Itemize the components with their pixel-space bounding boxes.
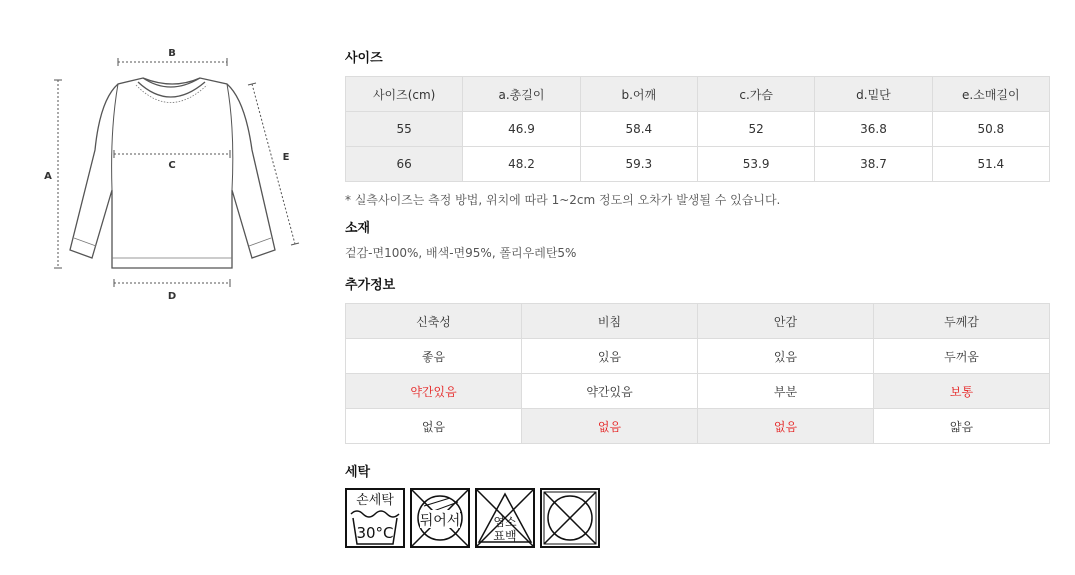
wash-icons	[345, 488, 1050, 548]
size-cell: 46.9	[463, 112, 580, 147]
svg-text:손세탁: 손세탁	[356, 493, 394, 508]
size-header-cell: b.어깨	[580, 77, 697, 112]
info-cell: 부분	[698, 374, 874, 409]
no-tumble-dry-icon	[410, 488, 470, 548]
size-header-cell: e.소매길이	[932, 77, 1049, 112]
material-section-title: 소재	[345, 221, 371, 236]
size-cell: 52	[697, 112, 814, 147]
info-table	[345, 303, 1050, 444]
info-cell: 좋음	[346, 339, 522, 374]
info-header-cell: 비침	[522, 304, 698, 339]
info-cell: 있음	[698, 339, 874, 374]
table-row	[346, 374, 1050, 409]
size-cell: 51.4	[932, 147, 1049, 182]
size-cell: 36.8	[815, 112, 932, 147]
size-cell: 58.4	[580, 112, 697, 147]
table-row	[346, 112, 1050, 147]
size-header-cell: a.총길이	[463, 77, 580, 112]
no-dry-clean-icon	[540, 488, 600, 548]
label-d: D	[167, 291, 177, 302]
label-c: C	[168, 160, 176, 171]
size-cell: 59.3	[580, 147, 697, 182]
svg-text:뒤어서: 뒤어서	[419, 513, 461, 529]
label-a: A	[44, 171, 52, 182]
size-table	[345, 76, 1050, 182]
info-cell-selected: 없음	[522, 409, 698, 444]
product-details	[345, 50, 1050, 548]
wash-section-title: 세탁	[345, 465, 371, 480]
info-cell-selected: 보통	[874, 374, 1050, 409]
svg-text:표백: 표백	[493, 529, 517, 543]
label-e: E	[282, 152, 290, 163]
info-cell: 얇음	[874, 409, 1050, 444]
size-header-cell: d.밑단	[815, 77, 932, 112]
info-header-cell: 신축성	[346, 304, 522, 339]
info-cell-selected: 없음	[698, 409, 874, 444]
size-header-cell: 사이즈(cm)	[346, 77, 463, 112]
info-cell-selected: 약간있음	[346, 374, 522, 409]
svg-text:30°C: 30°C	[356, 524, 394, 542]
size-note: * 실측사이즈는 측정 방법, 위치에 따라 1~2cm 정도의 오차가 발생될 수 있습니다.	[345, 193, 781, 207]
info-cell: 약간있음	[522, 374, 698, 409]
no-bleach-icon	[475, 488, 535, 548]
size-cell: 50.8	[932, 112, 1049, 147]
info-header-cell: 안감	[698, 304, 874, 339]
table-row	[346, 339, 1050, 374]
size-cell: 38.7	[815, 147, 932, 182]
size-section-title: 사이즈	[345, 51, 383, 66]
label-b: B	[168, 48, 176, 59]
sweater-outline-icon	[40, 40, 320, 310]
hand-wash-30-icon	[345, 488, 405, 548]
table-row	[346, 147, 1050, 182]
info-cell: 두꺼움	[874, 339, 1050, 374]
size-cell: 55	[346, 112, 463, 147]
size-table-header	[346, 77, 1050, 112]
size-cell: 66	[346, 147, 463, 182]
info-table-header	[346, 304, 1050, 339]
info-cell: 있음	[522, 339, 698, 374]
table-row	[346, 409, 1050, 444]
info-cell: 없음	[346, 409, 522, 444]
size-cell: 53.9	[697, 147, 814, 182]
info-section-title: 추가정보	[345, 278, 396, 293]
info-header-cell: 두께감	[874, 304, 1050, 339]
svg-text:염소: 염소	[493, 515, 517, 529]
garment-diagram	[40, 40, 320, 310]
size-cell: 48.2	[463, 147, 580, 182]
material-text: 겉감-면100%, 배색-면95%, 폴리우레탄5%	[345, 246, 577, 260]
size-header-cell: c.가슴	[697, 77, 814, 112]
